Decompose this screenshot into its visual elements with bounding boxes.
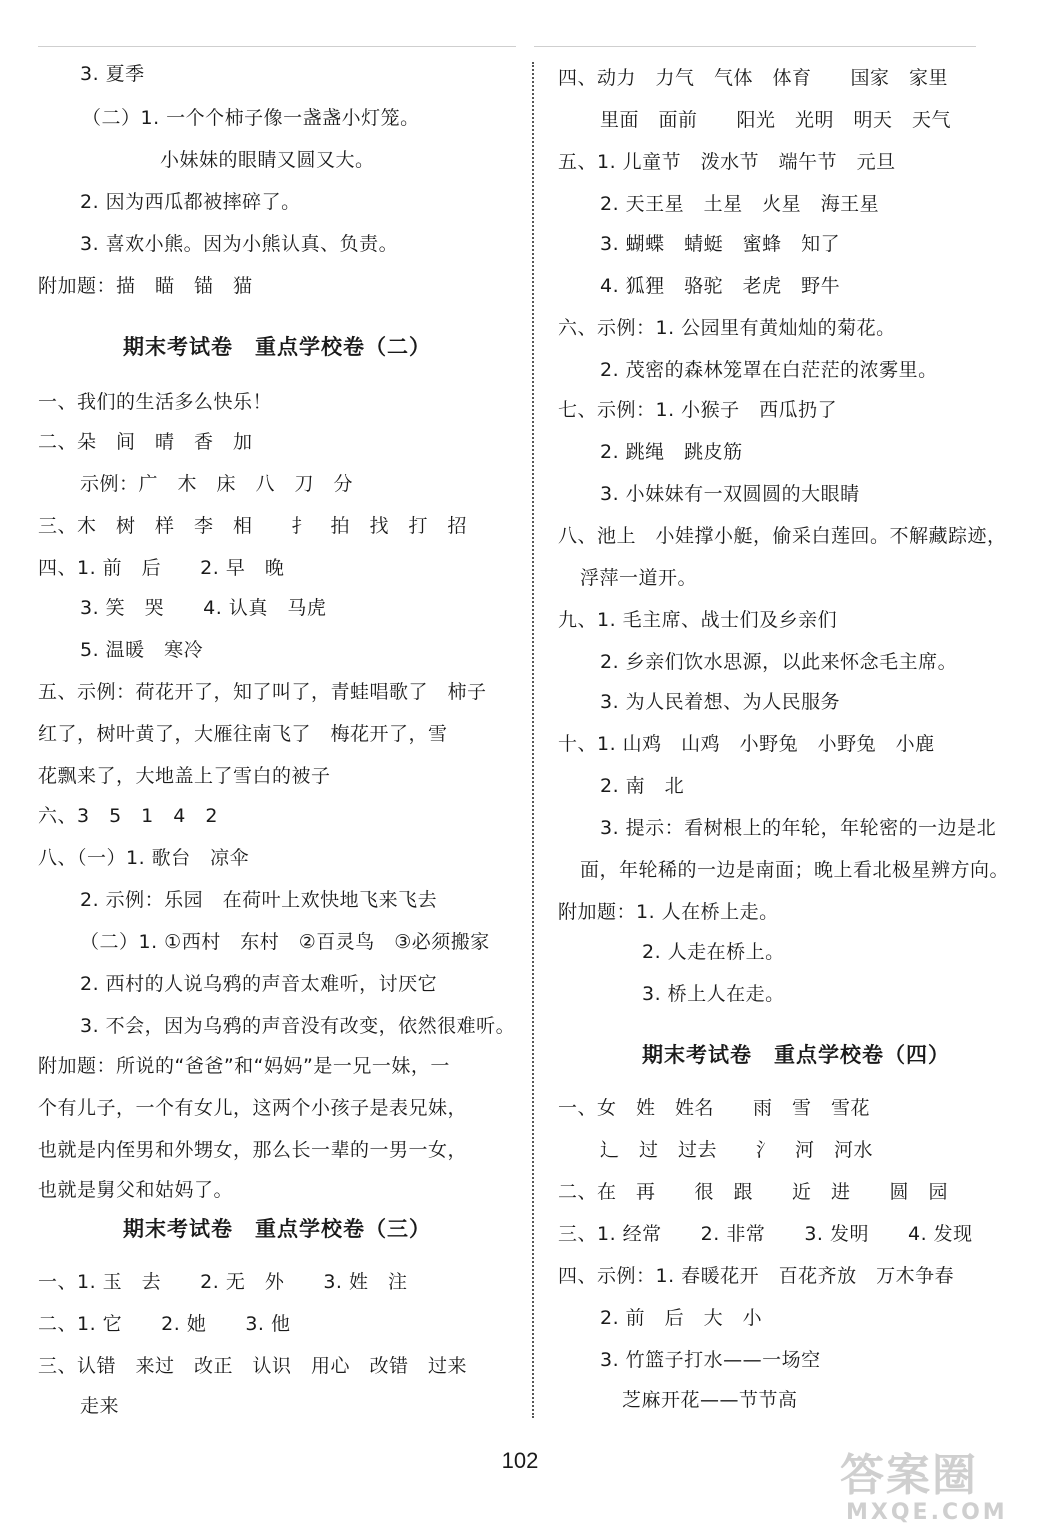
answer-line: 3. 喜欢小熊。因为小熊认真、负责。: [80, 233, 399, 255]
answer-line: 四、动力 力气 气体 体育 国家 家里: [558, 67, 949, 89]
answer-line: 2. 天王星 土星 火星 海王星: [600, 193, 880, 215]
top-rule-right: [534, 46, 976, 47]
answer-line: 2. 茂密的森林笼罩在白茫茫的浓雾里。: [600, 359, 938, 381]
answer-line: 2. 南 北: [600, 775, 685, 797]
answer-line: 三、木 树 样 李 相 扌 拍 找 打 招: [38, 515, 468, 537]
answer-line: 三、1. 经常 2. 非常 3. 发明 4. 发现: [558, 1223, 973, 1245]
answer-line: 3. 桥上人在走。: [642, 983, 785, 1005]
answer-line: 四、1. 前 后 2. 早 晚: [38, 557, 285, 579]
answer-line: 十、1. 山鸡 山鸡 小野兔 小野兔 小鹿: [558, 733, 935, 755]
answer-line: 红了，树叶黄了，大雁往南飞了 梅花开了，雪: [38, 723, 448, 745]
answer-line: 四、示例：1. 春暖花开 百花齐放 万木争春: [558, 1265, 955, 1287]
answer-line: 2. 因为西瓜都被摔碎了。: [80, 191, 301, 213]
answer-line: 芝麻开花——节节高: [622, 1389, 798, 1411]
watermark-logo-text: 答案圈: [840, 1450, 978, 1501]
answer-line: 辶 过 过去 氵 河 河水: [600, 1139, 874, 1161]
answer-line: 3. 夏季: [80, 63, 145, 85]
answer-line: 五、1. 儿童节 泼水节 端午节 元旦: [558, 151, 896, 173]
answer-line: 一、女 姓 姓名 雨 雪 雪花: [558, 1097, 871, 1119]
answer-line: 面，年轮稀的一边是南面；晚上看北极星辨方向。: [580, 859, 1010, 881]
answer-line: （二）1. 一个个柿子像一盏盏小灯笼。: [82, 107, 420, 129]
answer-line: 2. 跳绳 跳皮筋: [600, 441, 743, 463]
answer-line: 九、1. 毛主席、战士们及乡亲们: [558, 609, 838, 631]
section-heading: 期末考试卷 重点学校卷（四）: [642, 1043, 950, 1067]
answer-line: 2. 前 后 大 小: [600, 1307, 763, 1329]
answer-line: 3. 笑 哭 4. 认真 马虎: [80, 597, 327, 619]
top-rule-left: [38, 46, 516, 47]
section-heading: 期末考试卷 重点学校卷（三）: [123, 1217, 431, 1241]
answer-line: 2. 人走在桥上。: [642, 941, 785, 963]
answer-line: 小妹妹的眼睛又圆又大。: [160, 149, 375, 171]
column-divider: [532, 62, 534, 1418]
answer-line: 附加题：描 瞄 锚 猫: [38, 275, 253, 297]
answer-line: 六、示例：1. 公园里有黄灿灿的菊花。: [558, 317, 896, 339]
answer-line: 2. 西村的人说乌鸦的声音太难听，讨厌它: [80, 973, 438, 995]
answer-line: 3. 竹篮子打水——一场空: [600, 1349, 821, 1371]
watermark-url: MXQE.COM: [846, 1500, 1008, 1525]
answer-line: 二、1. 它 2. 她 3. 他: [38, 1313, 291, 1335]
answer-line: 5. 温暖 寒冷: [80, 639, 204, 661]
answer-line: 五、示例：荷花开了，知了叫了，青蛙唱歌了 柿子: [38, 681, 487, 703]
answer-line: 二、朵 间 晴 香 加: [38, 431, 253, 453]
answer-line: 走来: [80, 1395, 120, 1417]
answer-line: 2. 乡亲们饮水思源，以此来怀念毛主席。: [600, 651, 958, 673]
answer-line: 八、（一）1. 歌台 凉伞: [38, 847, 250, 869]
answer-line: 个有儿子，一个有女儿，这两个小孩子是表兄妹，: [38, 1097, 468, 1119]
page-number: 102: [501, 1448, 539, 1473]
answer-line: 花飘来了，大地盖上了雪白的被子: [38, 765, 331, 787]
answer-line: 3. 蝴蝶 蜻蜓 蜜蜂 知了: [600, 233, 841, 255]
answer-line: 也就是内侄男和外甥女，那么长一辈的一男一女，: [38, 1139, 468, 1161]
answer-line: 七、示例：1. 小猴子 西瓜扔了: [558, 399, 838, 421]
answer-line: 三、认错 来过 改正 认识 用心 改错 过来: [38, 1355, 468, 1377]
section-heading: 期末考试卷 重点学校卷（二）: [123, 335, 431, 359]
answer-line: 3. 提示：看树根上的年轮，年轮密的一边是北: [600, 817, 997, 839]
answer-line: 一、我们的生活多么快乐！: [38, 391, 273, 413]
answer-line: 3. 不会，因为乌鸦的声音没有改变，依然很难听。: [80, 1015, 516, 1037]
answer-line: 附加题：所说的“爸爸”和“妈妈”是一兄一妹，一: [38, 1055, 450, 1077]
answer-line: 2. 示例：乐园 在荷叶上欢快地飞来飞去: [80, 889, 438, 911]
answer-line: 一、1. 玉 去 2. 无 外 3. 姓 注: [38, 1271, 408, 1293]
answer-line: 也就是舅父和姑妈了。: [38, 1179, 234, 1201]
answer-line: 3. 为人民着想、为人民服务: [600, 691, 841, 713]
answer-line: 示例：广 木 床 八 刀 分: [80, 473, 354, 495]
answer-line: 八、池上 小娃撑小艇，偷采白莲回。不解藏踪迹，: [558, 525, 1007, 547]
answer-line: 4. 狐狸 骆驼 老虎 野牛: [600, 275, 841, 297]
answer-line: 二、在 再 很 跟 近 进 圆 园: [558, 1181, 949, 1203]
answer-line: 3. 小妹妹有一双圆圆的大眼睛: [600, 483, 860, 505]
answer-line: 浮萍一道开。: [580, 567, 698, 589]
answer-line: 附加题：1. 人在桥上走。: [558, 901, 779, 923]
answer-line: 六、3 5 1 4 2: [38, 805, 218, 827]
watermark: [836, 1452, 1032, 1532]
answer-line: 里面 面前 阳光 光明 明天 天气: [600, 109, 952, 131]
answer-line: （二）1. ①西村 东村 ②百灵鸟 ③必须搬家: [80, 931, 490, 953]
